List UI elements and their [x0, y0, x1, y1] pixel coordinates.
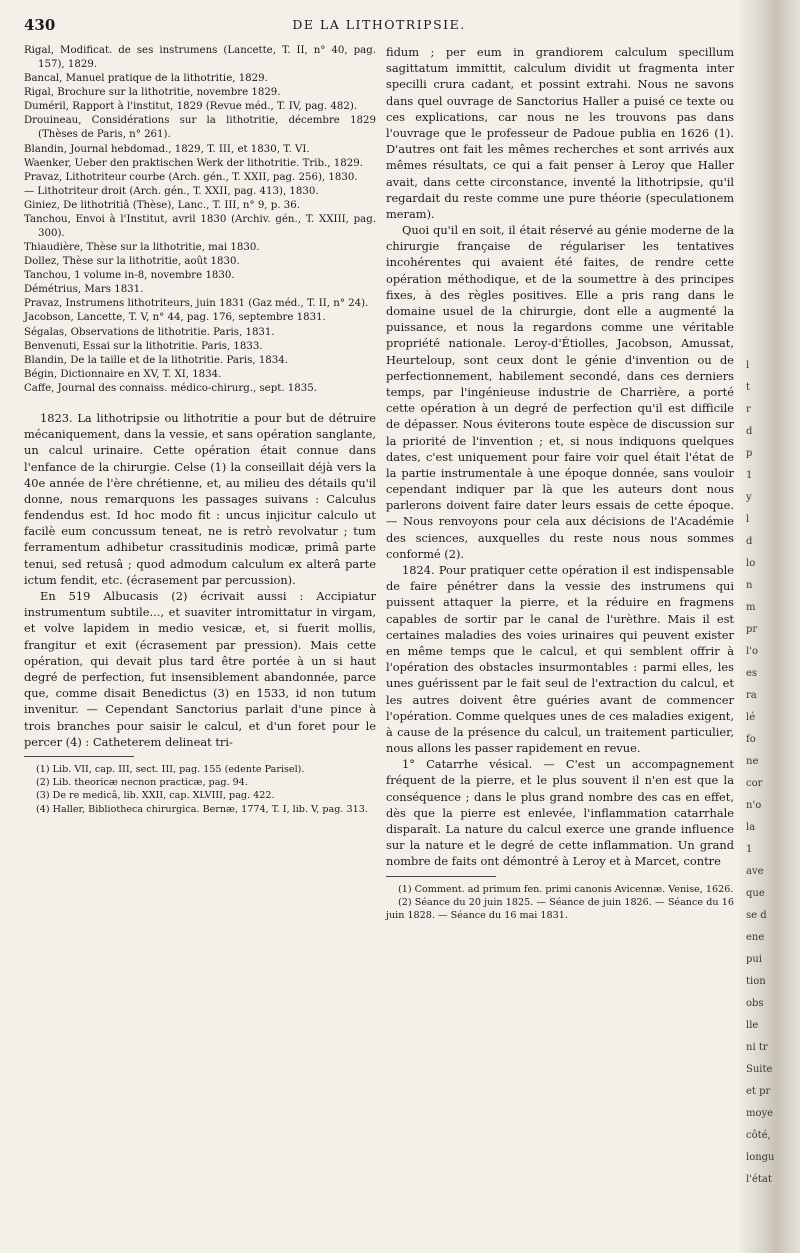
page-header — [24, 16, 734, 38]
section-gap — [24, 396, 376, 410]
edge-fragment: l — [746, 360, 750, 371]
bibliography-entry: Dollez, Thèse sur la lithotritie, août 1830. — [24, 256, 240, 268]
bibliography-entry: Thiaudière, Thèse sur la lithotritie, mai 1830. — [24, 242, 260, 254]
edge-fragment: Suite — [746, 1064, 773, 1075]
paragraph-1823: 1823. La lithotripsie ou lithotritie a pour but de détruire mécaniquement, dans la vessie, et sans opération sanglante, un calcul urinaire. Cette opération était connue dans l'enfance de la chirurgie. Celse (1) la conseillait déjà vers la 40e année de l'ère chrétienne, et, au milieu des détails qu'il donne, nous remarquons les passages suivans : Calculus fendendus est. Id hoc modo fit : uncus injicitur calculo ut facilè eum concussum teneat, ne is retrò revolvatur ; tum ferramentum adhibetur crassitudinis modicæ, primâ parte tenui, sed retusâ ; quod admodum calculum ex alterâ parte ictum fendit, etc. (écrasement par percussion). — [24, 410, 376, 587]
edge-fragment: l — [746, 514, 750, 525]
bibliography-entry: Bégin, Dictionnaire en XV, T. XI, 1834. — [24, 368, 222, 380]
edge-fragment: 1 — [746, 844, 753, 855]
edge-fragment: lle — [746, 1020, 759, 1031]
edge-fragment: m — [746, 602, 756, 613]
edge-fragment: obs — [746, 998, 764, 1009]
edge-fragment: côté, — [746, 1130, 771, 1141]
paragraph-catarrhe: 1° Catarrhe vésical. — C'est un accompagnement fréquent de la pierre, et le plus souvent il n'en est que la conséquence ; dans le plus grand nombre des cas en effet, dès que la pierre est enlevée, l'inflammation catarrhale disparaît. La nature du calcul exerce une grande influence sur la nature et le degré de cette inflammation. Un grand nombre de faits ont démontré à Leroy et à Marcet, contre — [386, 757, 734, 869]
edge-fragment: n — [746, 580, 753, 591]
bibliography-entry: Ségalas, Observations de lithotritie. Paris, 1831. — [24, 326, 275, 338]
bibliography-entry: — Lithotriteur droit (Arch. gén., T. XXII, pag. 413), 1830. — [24, 185, 319, 197]
footnote: (1) Lib. VII, cap. III, sect. III, pag. 155 (edente Parisel). — [36, 763, 305, 775]
edge-fragment: tion — [746, 976, 766, 987]
footnote: (1) Comment. ad primum fen. primi canonis Avicennæ. Venise, 1626. — [398, 883, 734, 895]
edge-fragment: lé — [746, 712, 756, 723]
bibliography-entry: Pravaz, Instrumens lithotriteurs, juin 1831 (Gaz méd., T. II, n° 24). — [24, 298, 369, 310]
edge-fragment: t — [746, 382, 751, 393]
edge-fragment: lo — [746, 558, 756, 569]
edge-fragment: ave — [746, 866, 764, 877]
edge-fragment: l'état — [746, 1174, 772, 1185]
bibliography-entry: Tanchou, 1 volume in-8, novembre 1830. — [24, 270, 235, 282]
bibliography-entry: Caffe, Journal des connaiss. médico-chirurg., sept. 1835. — [24, 382, 317, 394]
edge-fragment: et pr — [746, 1086, 771, 1097]
edge-fragment: cor — [746, 778, 763, 789]
edge-fragment: pr — [746, 624, 758, 635]
edge-fragment: d — [746, 426, 753, 437]
bibliography-entry: Benvenuti, Essai sur la lithotritie. Paris, 1833. — [24, 340, 263, 352]
left-column — [24, 44, 376, 816]
bibliography-entry: Waenker, Ueber den praktischen Werk der lithotritie. Trib., 1829. — [24, 157, 363, 169]
bibliography-entry: Pravaz, Lithotriteur courbe (Arch. gén., T. XXII, pag. 256), 1830. — [24, 171, 358, 183]
page-number: 430 — [24, 16, 56, 34]
bibliography-entry: Rigal, Brochure sur la lithotritie, novembre 1829. — [24, 87, 281, 99]
paragraph-sanctorius: fidum ; per eum in grandiorem calculum specillum sagittatum immittit, calculum dividit ut fragmenta inter specilli crura cadant, et possint extrahi. Nous ne savons dans quel ouvrage de Sanctorius Haller a puisé ce texte ou ces explications, car nous ne les trouvons pas dans l'ouvrage que le professeur de Padoue publia en 1626 (1). D'autres ont fait les mêmes recherches et sont arrivés aux mêmes résultats, ce qui a fait penser à Leroy que Haller avait, dans cette circonstance, inventé la lithotripsie, qu'il regardait du reste comme une pure théorie (speculationem meram). — [386, 45, 734, 221]
edge-fragment: 1 — [746, 470, 753, 481]
edge-fragment: que — [746, 888, 765, 899]
right-column — [386, 44, 734, 922]
edge-fragment: se d — [746, 910, 767, 921]
footnote: (2) Lib. theoricæ necnon practicæ, pag. 94. — [36, 777, 248, 789]
bibliography-entry: Jacobson, Lancette, T. V, n° 44, pag. 176, septembre 1831. — [24, 312, 326, 324]
bibliography-entry: Démétrius, Mars 1831. — [24, 284, 144, 296]
paragraph-albucasis: En 519 Albucasis (2) écrivait aussi : Accipiatur instrumentum subtile..., et suaviter intromittatur in virgam, et volve lapidem in medio vesicæ, et, si fuerit mollis, frangitur et exit (écrasement par pression). Mais cette opération, qui devait plus tard être portée à un si haut degré de perfection, fut insensiblement abandonnée, parce que, comme disait Benedictus (3) en 1533, id non tutum invenitur. — Cependant Sanctorius parlait d'une pince à trois branches pour saisir le calcul, et d'un foret pour le percer (4) : Catheterem delineat tri- — [24, 589, 376, 749]
edge-fragment: fo — [746, 734, 756, 745]
paragraph-genie-moderne: Quoi qu'il en soit, il était réservé au génie moderne de la chirurgie française de régulariser les tentatives incohérentes qui avaient été faites, de rendre cette opération méthodique, et de la soumettre à des principes fixes, à des règles positives. Elle a pris rang dans le domaine usuel de la chirurgie, dont elle a augmenté la puissance, et nous la regardons comme une véritable propriété nationale. Leroy-d'Étiolles, Jacobson, Amussat, Heurteloup, sont ceux dont le génie d'invention ou de perfectionnement, habilement secondé, dans ces derniers temps, par l'ingénieuse industrie de Charrière, a porté cette opération à un degré de perfection qu'il est difficile de dépasser. Nous éviterons toute espèce de discussion sur la priorité de l'invention ; et, si nous indiquons quelques dates, c'est uniquement pour faire voir quel était l'état de la partie instrumentale à une époque donnée, sans vouloir cependant indiquer par là que les auteurs dont nous parlerons doivent faire dater leurs essais de cette époque. — Nous renvoyons pour cela aux décisions de l'Académie des sciences, auxquelles du reste nous nous sommes conformé (2). — [386, 223, 734, 561]
bibliography-entry: Tanchou, Envoi à l'Institut, avril 1830 (Archiv. gén., T. XXIII, pag. 300). — [24, 213, 376, 240]
edge-fragment: longu — [746, 1152, 775, 1163]
footnote-divider — [24, 756, 134, 757]
running-title: DE LA LITHOTRIPSIE. — [292, 17, 466, 32]
edge-fragment: r — [746, 404, 751, 415]
footnote: (4) Haller, Bibliotheca chirurgica. Bernæ, 1774, T. I, lib. V, pag. 313. — [36, 803, 368, 815]
bibliography-entry: Bancal, Manuel pratique de la lithotritie, 1829. — [24, 73, 268, 85]
edge-fragment: l'o — [746, 646, 758, 657]
bibliography-entry: Duméril, Rapport à l'institut, 1829 (Revue méd., T. IV, pag. 482). — [24, 101, 358, 113]
paragraph-1824: 1824. Pour pratiquer cette opération il est indispensable de faire pénétrer dans la vessie des instrumens qui puissent attaquer la pierre, et la réduire en fragmens capables de sortir par le canal de l'urèthre. Mais il est certaines maladies des voies urinaires qui peuvent exister en même temps que le calcul, et qui semblent offrir à l'opération des obstacles insurmontables : parmi elles, les unes guérissent par le fait seul de l'extraction du calcul, et les autres doivent être guéries avant de commencer l'opération. Comme quelques unes de ces maladies exigent, à cause de la présence du calcul, un traitement particulier, nous allons les passer rapidement en revue. — [386, 563, 734, 756]
edge-fragment: es — [746, 668, 758, 679]
footnote-divider — [386, 876, 496, 877]
edge-fragment: ni tr — [746, 1042, 768, 1053]
edge-fragment: d — [746, 536, 753, 547]
bibliography-entry: Drouineau, Considérations sur la lithotritie, décembre 1829 (Thèses de Paris, n° 261). — [24, 115, 376, 141]
edge-fragment: pui — [746, 954, 763, 965]
edge-fragment: ene — [746, 932, 765, 943]
bibliography-entry: Rigal, Modificat. de ses instrumens (Lancette, T. II, n° 40, pag. 157), 1829. — [24, 45, 376, 71]
edge-fragment: la — [746, 822, 756, 833]
edge-fragment: moye — [746, 1108, 774, 1119]
edge-fragment: y — [746, 492, 752, 503]
edge-fragment: ne — [746, 756, 759, 767]
edge-fragment: p — [746, 448, 753, 459]
bibliography-entry: Giniez, De lithotritiâ (Thèse), Lanc., T. III, n° 9, p. 36. — [24, 199, 300, 211]
footnote: (3) De re medicâ, lib. XXII, cap. XLVIII, pag. 422. — [36, 790, 275, 802]
edge-fragment: n'o — [746, 800, 762, 811]
footnote: (2) Séance du 20 juin 1825. — Séance de juin 1826. — Séance du 16 juin 1828. — Séance du 16 mai 1831. — [386, 896, 734, 922]
next-page-edge — [740, 0, 800, 1253]
bibliography-entry: Blandin, Journal hebdomad., 1829, T. III, et 1830, T. VI. — [24, 143, 310, 155]
edge-fragment: ra — [746, 690, 757, 701]
bibliography-list — [24, 44, 376, 396]
bibliography-entry: Blandin, De la taille et de la lithotritie. Paris, 1834. — [24, 354, 288, 366]
